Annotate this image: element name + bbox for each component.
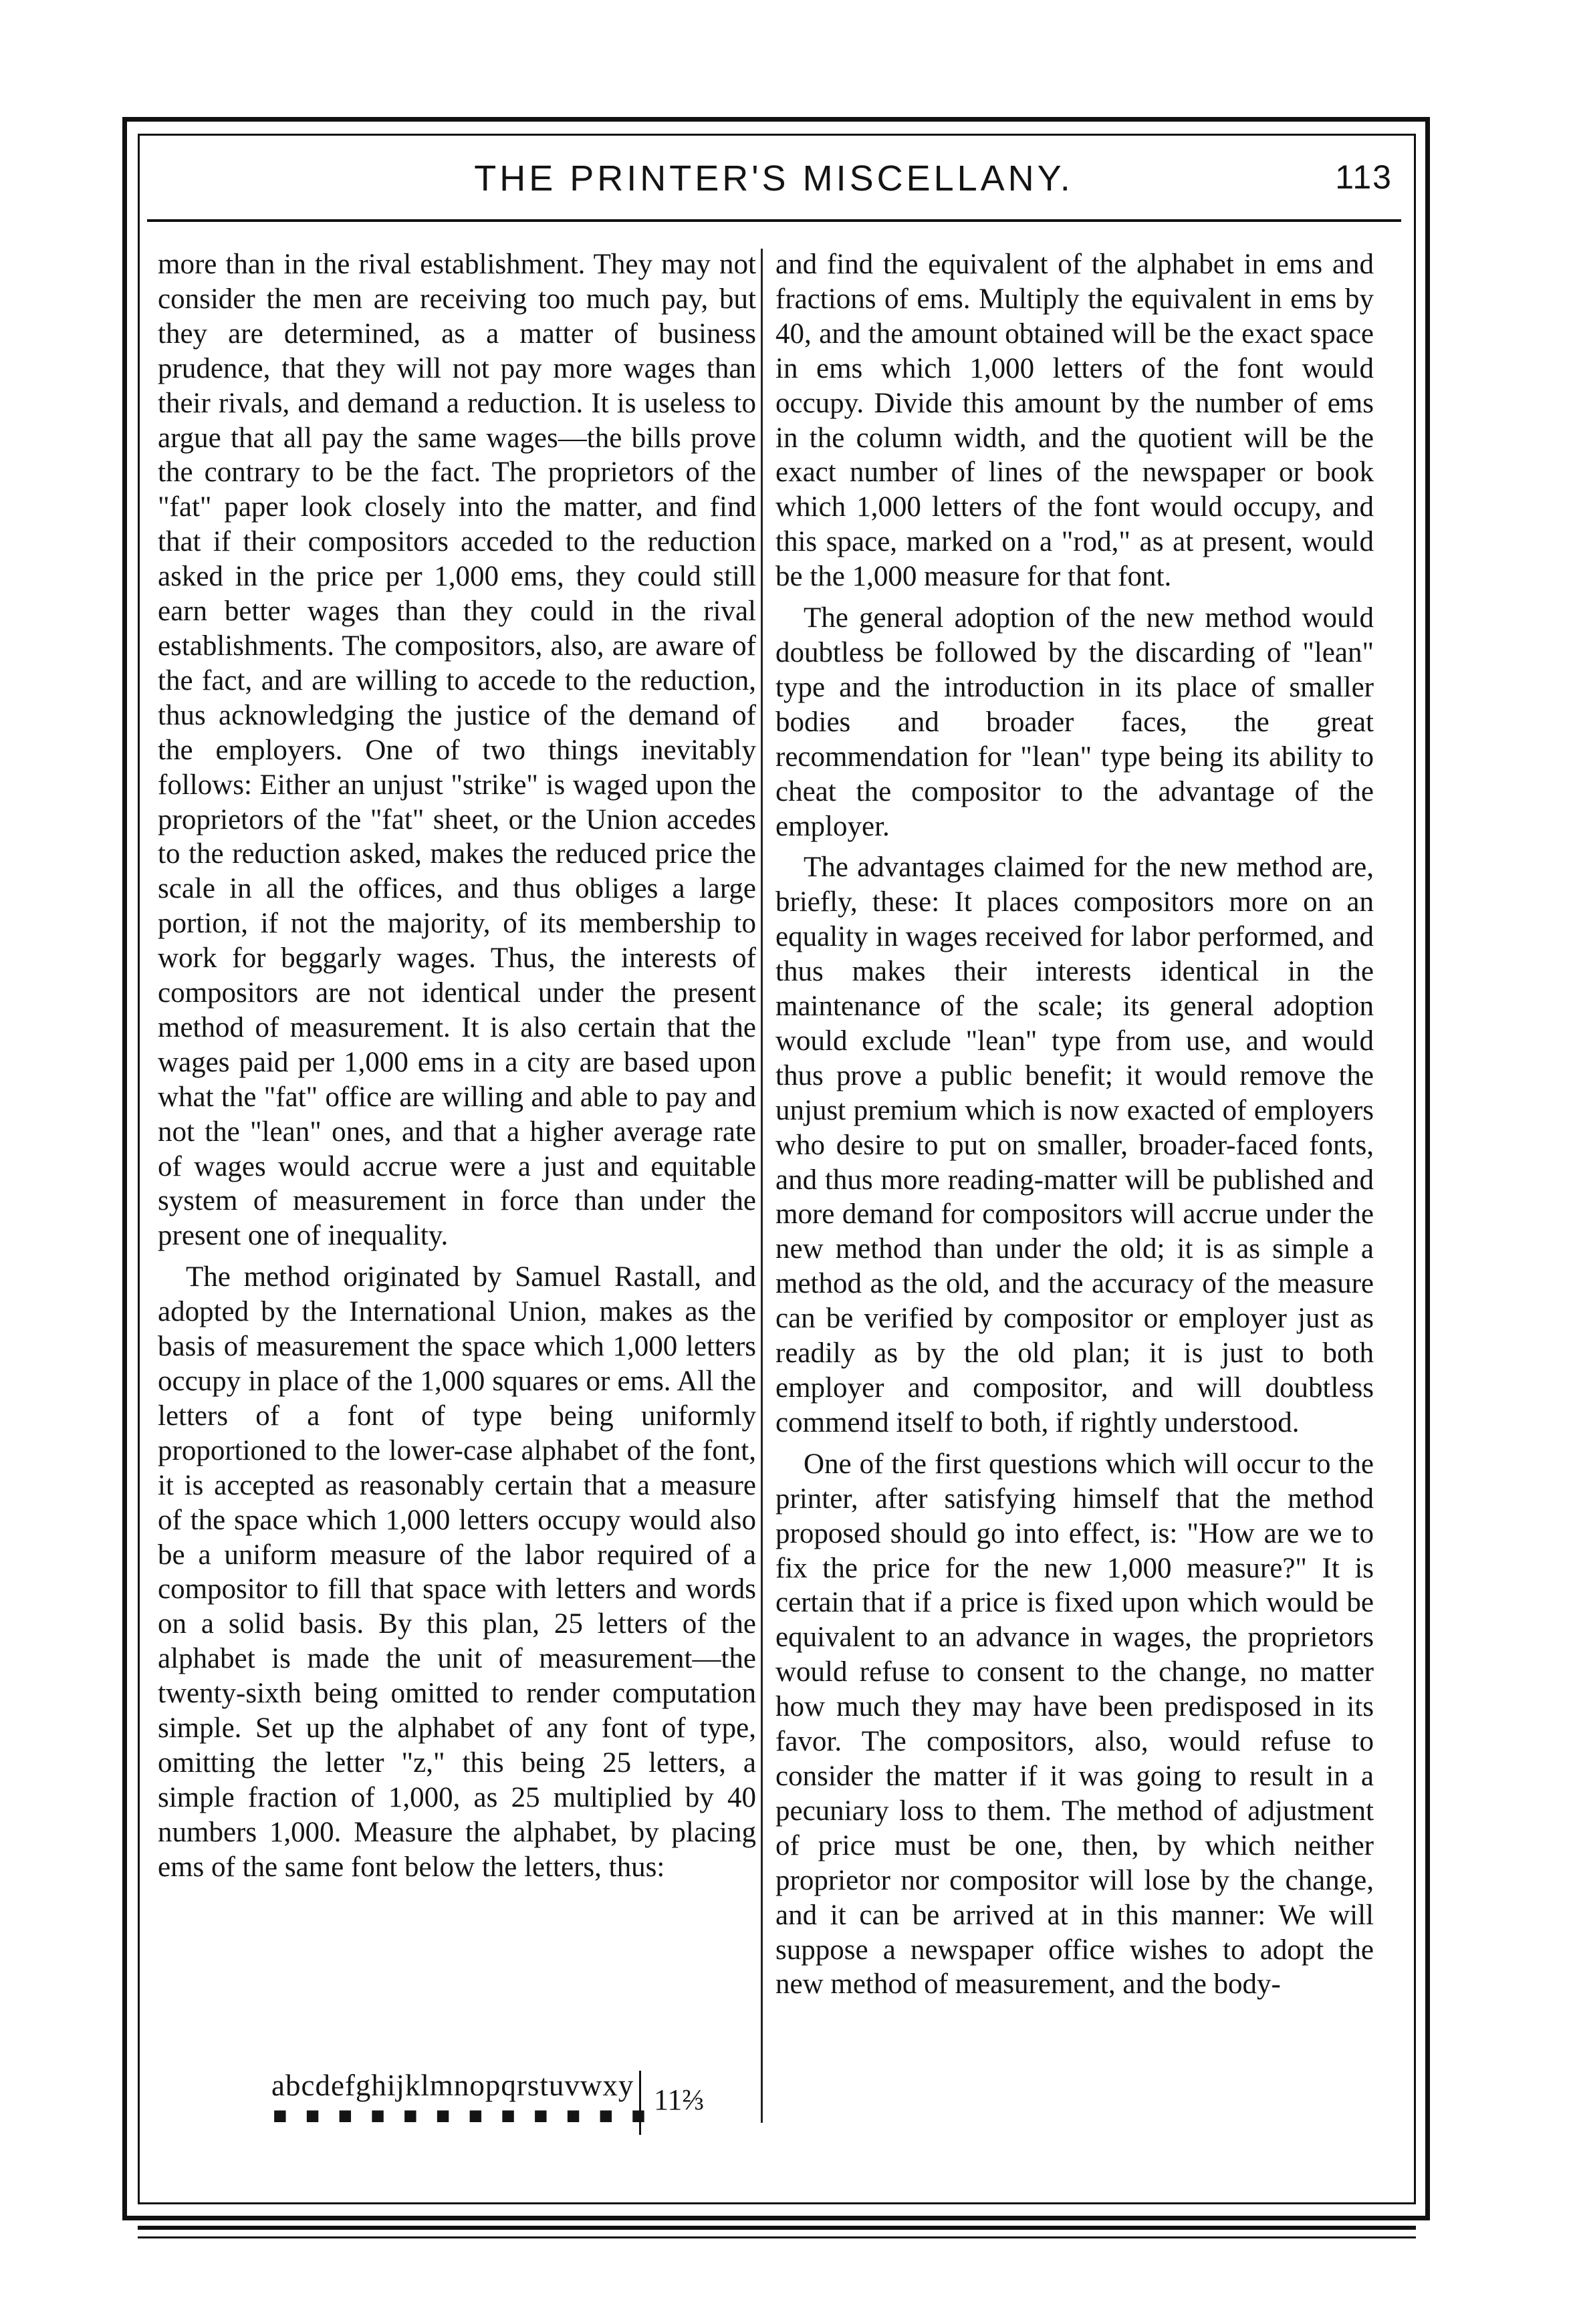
footer-rule-thin xyxy=(138,2236,1416,2238)
paragraph: One of the first questions which will occur to the printer, after satisfying himself that the method proposed should go into effect, is: "How are we to fix the price for the new 1,000 measure?" It is certain that if a price is fixed upon which would be equivalent to an advance in wages, the proprietors would refuse to consent to the change, no matter how much they may have been predisposed in its favor. The compositors, also, would refuse to consider the matter if it was going to result in a pecuniary loss to them. The method of adjustment of price must be one, then, by which neither proprietor nor compositor will lose by the change, and it can be arrived at in this manner: We will suppose a newspaper office wishes to adopt the new method of measurement, and the body- xyxy=(775,1448,1374,2000)
paragraph: The method originated by Samuel Rastall, and adopted by the International Union, makes as the basis of measurement the space which 1,000 letters occupy in place of the 1,000 squares or ems. All the letters of a font of type being uniformly proportioned to the lower-case alphabet of the font, it is accepted as reasonably certain that a measure of the space which 1,000 letters occupy would also be a uniform measure of the labor required of a compositor to fill that space with letters and words on a solid basis. By this plan, 25 letters of the alphabet is made the unit of measurement—the twenty-sixth being omitted to render computation simple. Set up the alphabet of any font of type, omitting the letter "z," this being 25 letters, a simple fraction of 1,000, as 25 multiplied by 40 numbers 1,000. Measure the alphabet, by placing ems of the same font below the letters, thus: xyxy=(158,1261,756,1883)
paragraph: more than in the rival establishment. They may not consider the men are receiving too much pay, but they are determined, as a matter of business prudence, that they will not pay more wages than their rivals, and demand a reduction. It is useless to argue that all pay the same wages—the bills prove the contrary to be the fact. The proprietors of the "fat" paper look closely into the matter, and find that if their compositors acceded to the reduction asked in the price per 1,000 ems, they could still earn better wages than they could in the rival establishments. The compositors, also, are aware of the fact, and are willing to accede to the reduction, thus acknowledging the justice of the demand of the employers. One of two things inevitably follows: Either an unjust "strike" is waged upon the proprietors of the "fat" sheet, or the Union accedes to the reduction asked, makes the reduced price the scale in all the offices, and thus obliges a large portion, if not the majority, of its membership to work for beggarly wages. Thus, the interests of compositors are not identical under the present method of measurement. It is also certain that the wages paid per 1,000 ems in a city are based upon what the "fat" office are willing and able to pay and not the "lean" ones, and that a higher average rate of wages would accrue were a just and equitable system of measurement in force than under the present one of inequality. xyxy=(158,249,756,1252)
running-title: THE PRINTER'S MISCELLANY. xyxy=(474,158,1074,199)
running-head xyxy=(154,155,1394,215)
alphabet-measure-value: 11⅔ xyxy=(654,2083,705,2116)
alphabet-measure-example xyxy=(158,2068,756,2142)
column-divider xyxy=(761,249,763,2123)
alphabet-ems: ■ ■ ■ ■ ■ ■ ■ ■ ■ ■ ■ ■ xyxy=(273,2102,652,2129)
footer-rule-thick xyxy=(138,2226,1416,2230)
left-column xyxy=(158,247,756,1885)
paragraph: The general adoption of the new method would doubtless be followed by the discarding of "lean" type and the introduction in its place of smaller bodies and broader faces, the great recommendation for "lean" type being its ability to cheat the compositor to the advantage of the employer. xyxy=(775,602,1374,842)
paragraph: and find the equivalent of the alphabet in ems and fractions of ems. Multiply the equivalent in ems by 40, and the amount obtained will be the exact space in ems which 1,000 letters of the font would occupy. Divide this amount by the number of ems in the column width, and the quotient will be the exact number of lines of the newspaper or book which 1,000 letters of the font would occupy, and this space, marked on a "rod," as at present, would be the 1,000 measure for that font. xyxy=(775,249,1374,593)
page-number: 113 xyxy=(1335,158,1393,196)
header-rule xyxy=(147,219,1401,222)
measure-bar xyxy=(639,2071,641,2135)
alphabet-letters: abcdefghijklmnopqrstuvwxy xyxy=(271,2069,634,2102)
right-column xyxy=(775,247,1374,2002)
paragraph: The advantages claimed for the new method are, briefly, these: It places compositors more on an equality in wages received for labor performed, and thus makes their interests identical in the maintenance of the scale; its general adoption would exclude "lean" type from use, and would thus prove a public benefit; it would remove the unjust premium which is now exacted of employers who desire to put on smaller, broader-faced fonts, and thus more reading-matter will be published and more demand for compositors will accrue under the new method than under the old; it is as simple a method as the old, and the accuracy of the measure can be verified by compositor or employer just as readily as by the old plan; it is just to both employer and compositor, and will doubtless commend itself to both, if rightly understood. xyxy=(775,852,1374,1438)
